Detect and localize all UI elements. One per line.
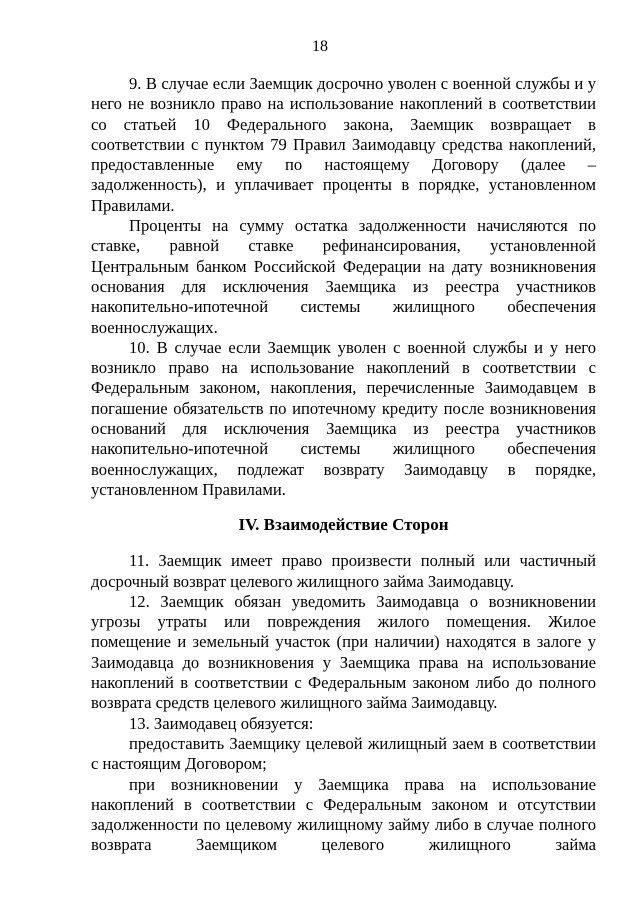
paragraph-13-item-1: предоставить Заемщику целевой жилищный заем в соответствии с настоящим Договором; bbox=[91, 733, 596, 774]
document-body bbox=[91, 74, 596, 856]
paragraph-11: 11. Заемщик имеет право произвести полный или частичный досрочный возврат целевого жилищного займа Заимодавцу. bbox=[91, 551, 596, 591]
paragraph-12: 12. Заемщик обязан уведомить Заимодавца о возникновении угрозы утраты или повреждения жилого помещения. Жилое помещение и земельный участок (при наличии) находятся в залоге у Заимодавца до возникновения у Заемщика права на использование накоплений в соответствии с Федеральным законом либо до полного возврата средств целевого жилищного займа Заимодавцу. bbox=[91, 591, 596, 713]
paragraph-interest: Проценты на сумму остатка задолженности начисляются по ставке, равной ставке рефинансирования, установленной Центральным банком Российской Федерации на дату возникновения основания для исключения Заемщика из реестра участников накопительно-ипотечной системы жилищного обеспечения военнослужащих. bbox=[91, 216, 596, 337]
page-number: 18 bbox=[312, 38, 328, 55]
paragraph-13: 13. Заимодавец обязуется: bbox=[129, 713, 314, 733]
paragraph-13-item-2: при возникновении у Заемщика права на использование накоплений в соответствии с Федеральным законом и отсутствии задолженности по целевому жилищному займу либо в случае полного возврата Заемщиком целевого жилищного займа bbox=[91, 774, 596, 855]
paragraph-9: 9. В случае если Заемщик досрочно уволен с военной службы и у него не возникло право на использование накоплений в соответствии со статьей 10 Федерального закона, Заемщик возвращает в соответствии с пунктом 79 Правил Заимодавцу средства накоплений, предоставленные ему по настоящему Договору (далее – задолженность), и уплачивает проценты в порядке, установленном Правилами. bbox=[91, 74, 596, 215]
paragraph-10: 10. В случае если Заемщик уволен с военной службы и у него возникло право на использование накоплений в соответствии с Федеральным законом, накопления, перечисленные Заимодавцем в погашение обязательств по ипотечному кредиту после возникновения оснований для исключения Заемщика из реестра участников накопительно-ипотечной системы жилищного обеспечения военнослужащих, подлежат возврату Заимодавцу в порядке, установленном Правилами. bbox=[91, 337, 596, 499]
section-heading: IV. Взаимодействие Сторон bbox=[238, 515, 449, 535]
